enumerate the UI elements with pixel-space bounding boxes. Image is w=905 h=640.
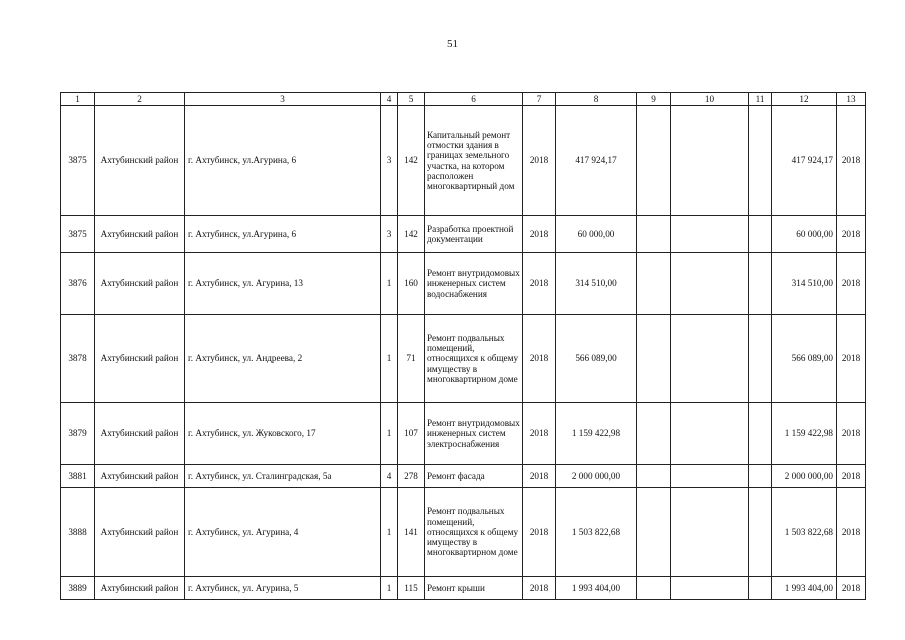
col10-cell <box>671 106 749 216</box>
col5-cell: 142 <box>398 216 425 253</box>
district-cell: Ахтубинский район <box>95 106 185 216</box>
year-cell: 2018 <box>523 577 556 600</box>
table-row <box>61 403 866 465</box>
cost-cell: 1 159 422,98 <box>556 403 637 465</box>
row-id-cell: 3878 <box>61 315 95 403</box>
column-header: 1 <box>61 93 95 106</box>
col9-cell <box>637 465 671 488</box>
work-type-cell: Ремонт крыши <box>425 577 523 600</box>
col10-cell <box>671 315 749 403</box>
column-header: 10 <box>671 93 749 106</box>
column-header: 9 <box>637 93 671 106</box>
column-header: 3 <box>185 93 381 106</box>
year-cell: 2018 <box>523 253 556 315</box>
col11-cell <box>749 253 772 315</box>
total-cell: 1 993 404,00 <box>772 577 837 600</box>
completion-year-cell: 2018 <box>837 488 866 577</box>
address-cell: г. Ахтубинск, ул. Агурина, 4 <box>185 488 381 577</box>
table-row <box>61 577 866 600</box>
col11-cell <box>749 106 772 216</box>
work-type-cell: Капитальный ремонт отмостки здания в границах земельного участка, на котором расположен многоквартирный дом <box>425 106 523 216</box>
table-row <box>61 106 866 216</box>
column-header: 2 <box>95 93 185 106</box>
total-cell: 2 000 000,00 <box>772 465 837 488</box>
address-cell: г. Ахтубинск, ул. Жуковского, 17 <box>185 403 381 465</box>
col10-cell <box>671 465 749 488</box>
column-header: 4 <box>381 93 398 106</box>
row-id-cell: 3876 <box>61 253 95 315</box>
address-cell: г. Ахтубинск, ул. Агурина, 5 <box>185 577 381 600</box>
table-row <box>61 253 866 315</box>
col5-cell: 142 <box>398 106 425 216</box>
col9-cell <box>637 253 671 315</box>
table-row <box>61 216 866 253</box>
completion-year-cell: 2018 <box>837 216 866 253</box>
col10-cell <box>671 577 749 600</box>
column-header: 5 <box>398 93 425 106</box>
col4-cell: 1 <box>381 488 398 577</box>
col4-cell: 1 <box>381 315 398 403</box>
col11-cell <box>749 465 772 488</box>
completion-year-cell: 2018 <box>837 253 866 315</box>
total-cell: 1 159 422,98 <box>772 403 837 465</box>
cost-cell: 314 510,00 <box>556 253 637 315</box>
work-type-cell: Ремонт подвальных помещений, относящихся к общему имуществу в многоквартирном доме <box>425 488 523 577</box>
district-cell: Ахтубинский район <box>95 315 185 403</box>
row-id-cell: 3888 <box>61 488 95 577</box>
cost-cell: 417 924,17 <box>556 106 637 216</box>
col4-cell: 3 <box>381 106 398 216</box>
column-header: 8 <box>556 93 637 106</box>
row-id-cell: 3879 <box>61 403 95 465</box>
col5-cell: 107 <box>398 403 425 465</box>
district-cell: Ахтубинский район <box>95 253 185 315</box>
col4-cell: 1 <box>381 577 398 600</box>
col4-cell: 4 <box>381 465 398 488</box>
address-cell: г. Ахтубинск, ул. Агурина, 13 <box>185 253 381 315</box>
cost-cell: 1 993 404,00 <box>556 577 637 600</box>
col11-cell <box>749 216 772 253</box>
col9-cell <box>637 577 671 600</box>
col10-cell <box>671 253 749 315</box>
col10-cell <box>671 216 749 253</box>
row-id-cell: 3881 <box>61 465 95 488</box>
total-cell: 1 503 822,68 <box>772 488 837 577</box>
col10-cell <box>671 488 749 577</box>
col11-cell <box>749 577 772 600</box>
year-cell: 2018 <box>523 315 556 403</box>
address-cell: г. Ахтубинск, ул.Агурина, 6 <box>185 106 381 216</box>
total-cell: 417 924,17 <box>772 106 837 216</box>
year-cell: 2018 <box>523 403 556 465</box>
column-header: 6 <box>425 93 523 106</box>
work-type-cell: Разработка проектной документации <box>425 216 523 253</box>
col5-cell: 115 <box>398 577 425 600</box>
col9-cell <box>637 216 671 253</box>
completion-year-cell: 2018 <box>837 315 866 403</box>
column-header: 7 <box>523 93 556 106</box>
col11-cell <box>749 315 772 403</box>
district-cell: Ахтубинский район <box>95 577 185 600</box>
work-type-cell: Ремонт фасада <box>425 465 523 488</box>
col5-cell: 71 <box>398 315 425 403</box>
total-cell: 566 089,00 <box>772 315 837 403</box>
col5-cell: 160 <box>398 253 425 315</box>
cost-cell: 60 000,00 <box>556 216 637 253</box>
col5-cell: 278 <box>398 465 425 488</box>
col4-cell: 1 <box>381 403 398 465</box>
year-cell: 2018 <box>523 488 556 577</box>
completion-year-cell: 2018 <box>837 106 866 216</box>
repair-program-table <box>60 92 866 600</box>
work-type-cell: Ремонт внутридомовых инженерных систем электроснабжения <box>425 403 523 465</box>
year-cell: 2018 <box>523 106 556 216</box>
table-row <box>61 465 866 488</box>
completion-year-cell: 2018 <box>837 577 866 600</box>
work-type-cell: Ремонт внутридомовых инженерных систем водоснабжения <box>425 253 523 315</box>
total-cell: 314 510,00 <box>772 253 837 315</box>
district-cell: Ахтубинский район <box>95 403 185 465</box>
district-cell: Ахтубинский район <box>95 488 185 577</box>
column-header: 11 <box>749 93 772 106</box>
col4-cell: 3 <box>381 216 398 253</box>
col5-cell: 141 <box>398 488 425 577</box>
completion-year-cell: 2018 <box>837 465 866 488</box>
column-header: 13 <box>837 93 866 106</box>
district-cell: Ахтубинский район <box>95 216 185 253</box>
year-cell: 2018 <box>523 216 556 253</box>
col10-cell <box>671 403 749 465</box>
row-id-cell: 3889 <box>61 577 95 600</box>
col11-cell <box>749 488 772 577</box>
column-number-row <box>61 93 866 106</box>
cost-cell: 2 000 000,00 <box>556 465 637 488</box>
col9-cell <box>637 488 671 577</box>
col9-cell <box>637 403 671 465</box>
cost-cell: 566 089,00 <box>556 315 637 403</box>
cost-cell: 1 503 822,68 <box>556 488 637 577</box>
page-number: 51 <box>447 38 458 50</box>
address-cell: г. Ахтубинск, ул.Агурина, 6 <box>185 216 381 253</box>
total-cell: 60 000,00 <box>772 216 837 253</box>
work-type-cell: Ремонт подвальных помещений, относящихся к общему имуществу в многоквартирном доме <box>425 315 523 403</box>
completion-year-cell: 2018 <box>837 403 866 465</box>
col11-cell <box>749 403 772 465</box>
row-id-cell: 3875 <box>61 106 95 216</box>
col9-cell <box>637 315 671 403</box>
district-cell: Ахтубинский район <box>95 465 185 488</box>
address-cell: г. Ахтубинск, ул. Сталинградская, 5а <box>185 465 381 488</box>
address-cell: г. Ахтубинск, ул. Андреева, 2 <box>185 315 381 403</box>
row-id-cell: 3875 <box>61 216 95 253</box>
year-cell: 2018 <box>523 465 556 488</box>
table-row <box>61 315 866 403</box>
table-row <box>61 488 866 577</box>
col4-cell: 1 <box>381 253 398 315</box>
col9-cell <box>637 106 671 216</box>
column-header: 12 <box>772 93 837 106</box>
